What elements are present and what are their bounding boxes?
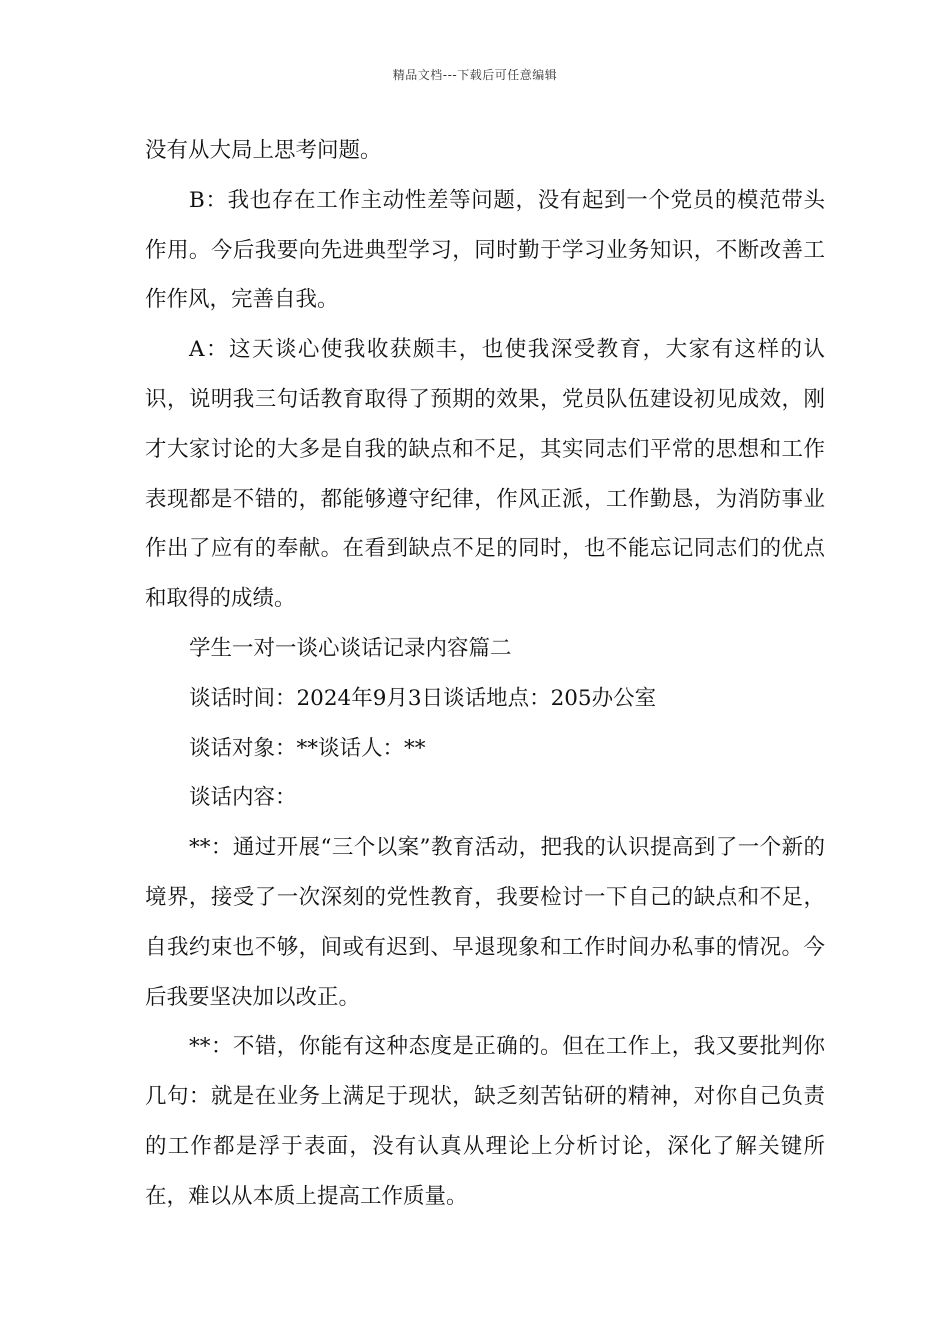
paragraph-4: **：通过开展“三个以案”教育活动，把我的认识提高到了一个新的境界，接受了一次深刻的党性教育，我要检讨一下自己的缺点和不足，自我约束也不够，间或有迟到、早退现象和工作时间办私事的情况。今后我要坚决加以改正。 xyxy=(145,835,825,1010)
talk-participants: 谈话对象：**谈话人：** xyxy=(189,735,426,761)
talk-time-location: 谈话时间：2024年9月3日谈话地点：205办公室 xyxy=(189,685,657,711)
paragraph-1: 没有从大局上思考问题。 xyxy=(145,138,382,163)
page-header: 精品文档---下载后可任意编辑 xyxy=(392,68,558,82)
document-body xyxy=(145,126,825,1222)
section-title: 学生一对一谈心谈话记录内容篇二 xyxy=(189,635,512,661)
paragraph-5: **：不错，你能有这种态度是正确的。但在工作上，我又要批判你几句：就是在业务上满足于现状，缺乏刻苦钻研的精神，对你自己负责的工作都是浮于表面，没有认真从理论上分析讨论，深化了解关键所在，难以从本质上提高工作质量。 xyxy=(145,1034,825,1209)
paragraph-3: A：这天谈心使我收获颇丰，也使我深受教育，大家有这样的认识，说明我三句话教育取得了预期的效果，党员队伍建设初见成效，刚才大家讨论的大多是自我的缺点和不足，其实同志们平常的思想和工作表现都是不错的，都能够遵守纪律，作风正派，工作勤恳，为消防事业作出了应有的奉献。在看到缺点不足的同时，也不能忘记同志们的优点和取得的成绩。 xyxy=(145,337,825,612)
talk-content-label: 谈话内容： xyxy=(189,785,297,811)
paragraph-2: B：我也存在工作主动性差等问题，没有起到一个党员的模范带头作用。今后我要向先进典型学习，同时勤于学习业务知识，不断改善工作作风，完善自我。 xyxy=(145,187,825,313)
